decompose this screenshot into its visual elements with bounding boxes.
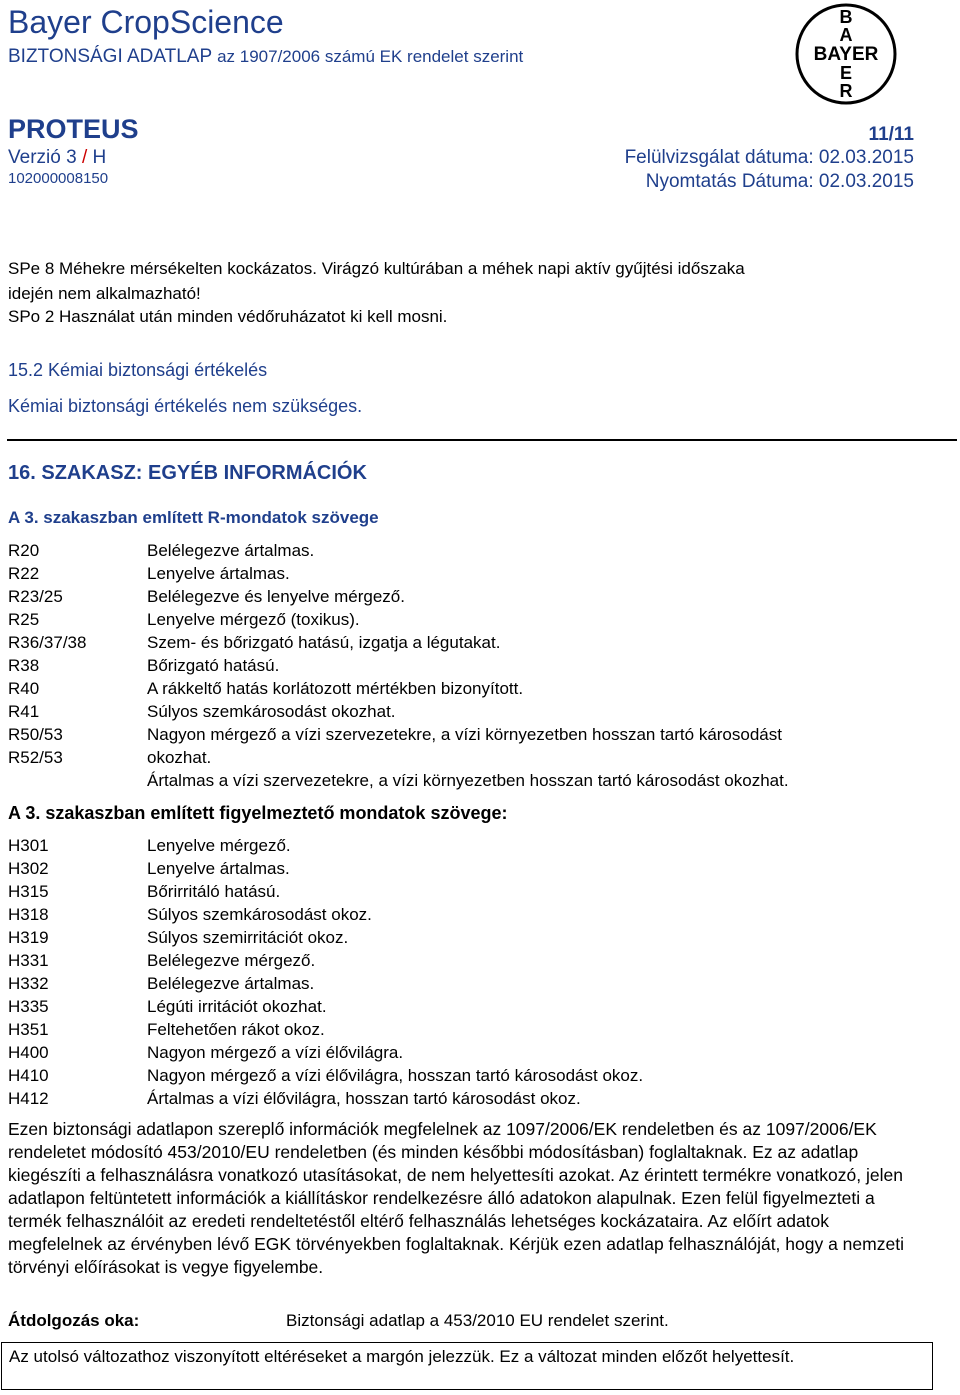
h-phrases-heading: A 3. szakaszban említett figyelmeztető mondatok szövege: [8, 803, 508, 823]
section-divider [7, 439, 957, 441]
section-16-title: 16. SZAKASZ: EGYÉB INFORMÁCIÓK [8, 462, 367, 484]
regulation-text: az 1907/2006 számú EK rendelet szerint [217, 47, 524, 66]
h-text: Súlyos szemirritációt okoz. [147, 928, 349, 947]
print-date: Nyomtatás Dátuma: 02.03.2015 [645, 171, 914, 192]
r-code: R41 [8, 702, 40, 721]
h-text: Feltehetően rákot okoz. [147, 1020, 325, 1039]
h-code: H351 [8, 1020, 49, 1039]
h-code: H331 [8, 951, 49, 970]
h-text: Légúti irritációt okozhat. [147, 997, 327, 1016]
r-code: R38 [8, 656, 40, 675]
h-text: Ártalmas a vízi élővilágra, hosszan tartó károsodást okoz. [147, 1089, 581, 1108]
bayer-cross-logo [794, 2, 898, 106]
disclaimer-paragraph: Ezen biztonsági adatlapon szereplő információk megfelelnek az 1097/2006/EK rendeletben és az 1097/2006/EK rendeletet módosító 453/2010/EU rendeletben (és minden későbbi módosításban) foglaltaknak. Ez az adatlap kiegészíti a felhasználásra vonatkozó utasításokat, de nem helyettesíti azokat. Az érintett termékre vonatkozó, jelen adatlapon feltüntetett információk a kiállításkor rendelkezésre álló adatokon alapulnak. Ezen felül figyelmezteti a termék felhasználóit az eredeti rendeltetéstől eltérő felhasználás lehetséges kockázataira. Az előírt adatok megfelelnek az érvényben lévő EGK törvényekben foglaltaknak. Kérjük ezen adatlap felhasználóját, hogy a nemzeti törvényi előírásokat is vegye figyelembe. [8, 1119, 904, 1277]
revision-date: Felülvizsgálat dátuma: 02.03.2015 [624, 147, 914, 168]
logo-letter-b-top: B [839, 7, 853, 27]
r-text: A rákkeltő hatás korlátozott mértékben bizonyított. [147, 679, 524, 698]
section-15-2-text: Kémiai biztonsági értékelés nem szükséges. [8, 396, 363, 416]
h-text: Nagyon mérgező a vízi élővilágra, hosszan tartó károsodást okoz. [147, 1066, 644, 1085]
r-text: Súlyos szemkárosodást okozhat. [147, 702, 396, 721]
r-text: Belélegezve és lenyelve mérgező. [147, 587, 405, 606]
h-code: H302 [8, 859, 49, 878]
r-code: R40 [8, 679, 40, 698]
r-code: R20 [8, 541, 40, 560]
h-code: H301 [8, 836, 49, 855]
r-text: Lenyelve ártalmas. [147, 564, 290, 583]
revision-reason-label: Átdolgozás oka: [8, 1311, 140, 1330]
r-code: R52/53 [8, 748, 63, 767]
h-text: Lenyelve ártalmas. [147, 859, 290, 878]
h-code: H318 [8, 905, 49, 924]
material-number: 102000008150 [8, 170, 109, 187]
h-code: H400 [8, 1043, 49, 1062]
h-text: Lenyelve mérgező. [147, 836, 291, 855]
r-code: R22 [8, 564, 40, 583]
h-code: H410 [8, 1066, 49, 1085]
footer-note-text: Az utolsó változathoz viszonyított eltéréseket a margón jelezzük. Ez a változat minden előzőt helyettesít. [9, 1347, 795, 1366]
r-code: R25 [8, 610, 40, 629]
r-text: Ártalmas a vízi szervezetekre, a vízi környezetben hosszan tartó károsodást okozhat. [147, 771, 789, 790]
h-code: H319 [8, 928, 49, 947]
h-code: H332 [8, 974, 49, 993]
r-phrases-heading: A 3. szakaszban említett R-mondatok szövege [8, 508, 379, 527]
h-text: Belélegezve ártalmas. [147, 974, 315, 993]
version-prefix: Verzió 3 [8, 147, 82, 168]
spe8-line-1: SPe 8 Méhekre mérsékelten kockázatos. Virágzó kultúrában a méhek napi aktív gyűjtési időszaka [8, 259, 745, 278]
h-code: H412 [8, 1089, 49, 1108]
r-text: Bőrizgató hatású. [147, 656, 280, 675]
revision-reason-text: Biztonsági adatlap a 453/2010 EU rendelet szerint. [286, 1311, 669, 1330]
version-suffix: H [87, 147, 107, 168]
logo-letter-r: R [839, 81, 853, 101]
company-name: Bayer CropScience [8, 4, 284, 40]
spe8-line-2: idején nem alkalmazható! [8, 284, 201, 303]
doc-title-text: BIZTONSÁGI ADATLAP [8, 46, 212, 67]
logo-word-bayer: BAYER [813, 44, 879, 65]
r-text: okozhat. [147, 748, 212, 767]
page-number: 11/11 [868, 124, 914, 145]
h-text: Belélegezve mérgező. [147, 951, 316, 970]
logo-letter-a: A [839, 25, 853, 45]
spo2-line: SPo 2 Használat után minden védőruházatot ki kell mosni. [8, 307, 448, 326]
h-text: Bőrirritáló hatású. [147, 882, 281, 901]
r-text: Lenyelve mérgező (toxikus). [147, 610, 360, 629]
r-text: Szem- és bőrizgató hatású, izgatja a légutakat. [147, 633, 501, 652]
document-title [8, 46, 523, 68]
r-code: R23/25 [8, 587, 63, 606]
h-code: H335 [8, 997, 49, 1016]
h-text: Súlyos szemkárosodást okoz. [147, 905, 372, 924]
version-info [8, 147, 106, 169]
r-code: R36/37/38 [8, 633, 87, 652]
h-code: H315 [8, 882, 49, 901]
r-text: Nagyon mérgező a vízi szervezetekre, a vízi környezetben hosszan tartó károsodást [147, 725, 782, 744]
logo-letter-e: E [839, 63, 853, 83]
r-text: Belélegezve ártalmas. [147, 541, 315, 560]
r-code: R50/53 [8, 725, 63, 744]
section-15-2-title: 15.2 Kémiai biztonsági értékelés [8, 360, 268, 380]
product-name: PROTEUS [8, 114, 139, 144]
version-slash: / [81, 147, 88, 168]
h-text: Nagyon mérgező a vízi élővilágra. [147, 1043, 404, 1062]
